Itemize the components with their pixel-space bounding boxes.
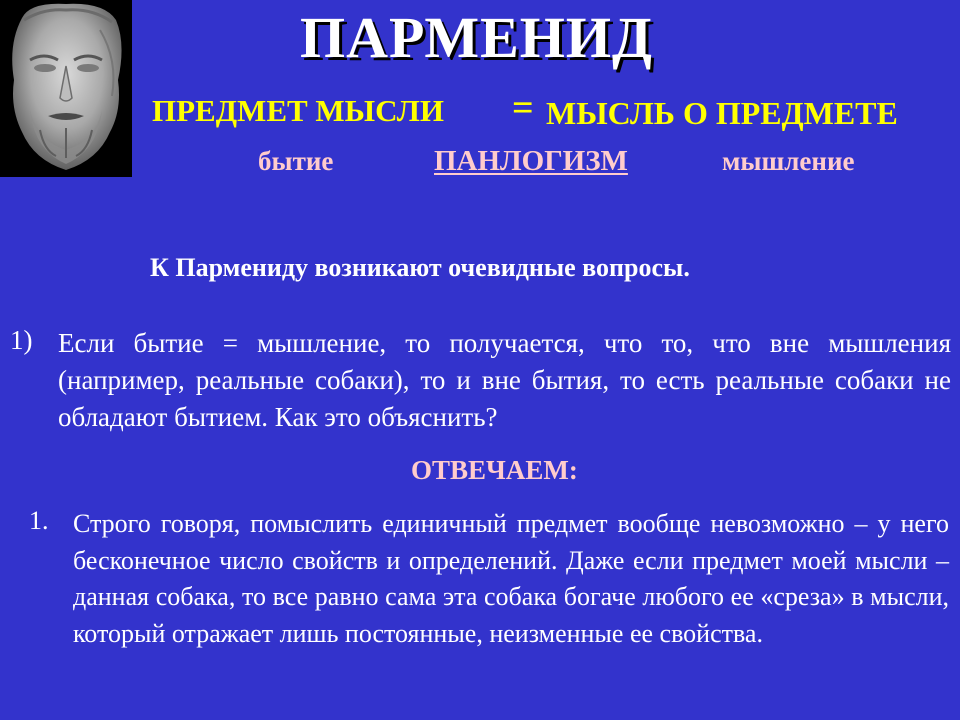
question-number: 1)	[10, 325, 33, 355]
question-intro: К Пармениду возникают очевидные вопросы.	[150, 253, 690, 282]
term-thinking: мышление	[722, 146, 855, 176]
parmenides-bust-icon	[0, 0, 132, 177]
term-being: бытие	[258, 146, 334, 176]
parmenides-portrait	[0, 0, 132, 177]
question-text: Если бытие = мышление, то получается, что то, что вне мышления (например, реальные собаки), то и вне бытия, то есть реальные собаки не обладают бытием. Как это объяснить?	[58, 328, 951, 432]
term-panlogism: ПАНЛОГИЗМ	[434, 145, 628, 177]
slide-title: ПАРМЕНИД	[300, 5, 653, 70]
answer-text: Строго говоря, помыслить единичный предмет вообще невозможно – у него бесконечное число свойств и определений. Даже если предмет моей мысли – данная собака, то все равно сама эта собака богаче любого ее «среза» в мысли, который отражает лишь постоянные, неизменные ее свойства.	[73, 509, 949, 648]
equation-sign: =	[512, 87, 534, 129]
equation-left: ПРЕДМЕТ МЫСЛИ	[152, 93, 444, 128]
equation-right: МЫСЛЬ О ПРЕДМЕТЕ	[546, 95, 898, 131]
answer-label: ОТВЕЧАЕМ:	[411, 455, 578, 485]
answer-number: 1.	[29, 506, 49, 535]
